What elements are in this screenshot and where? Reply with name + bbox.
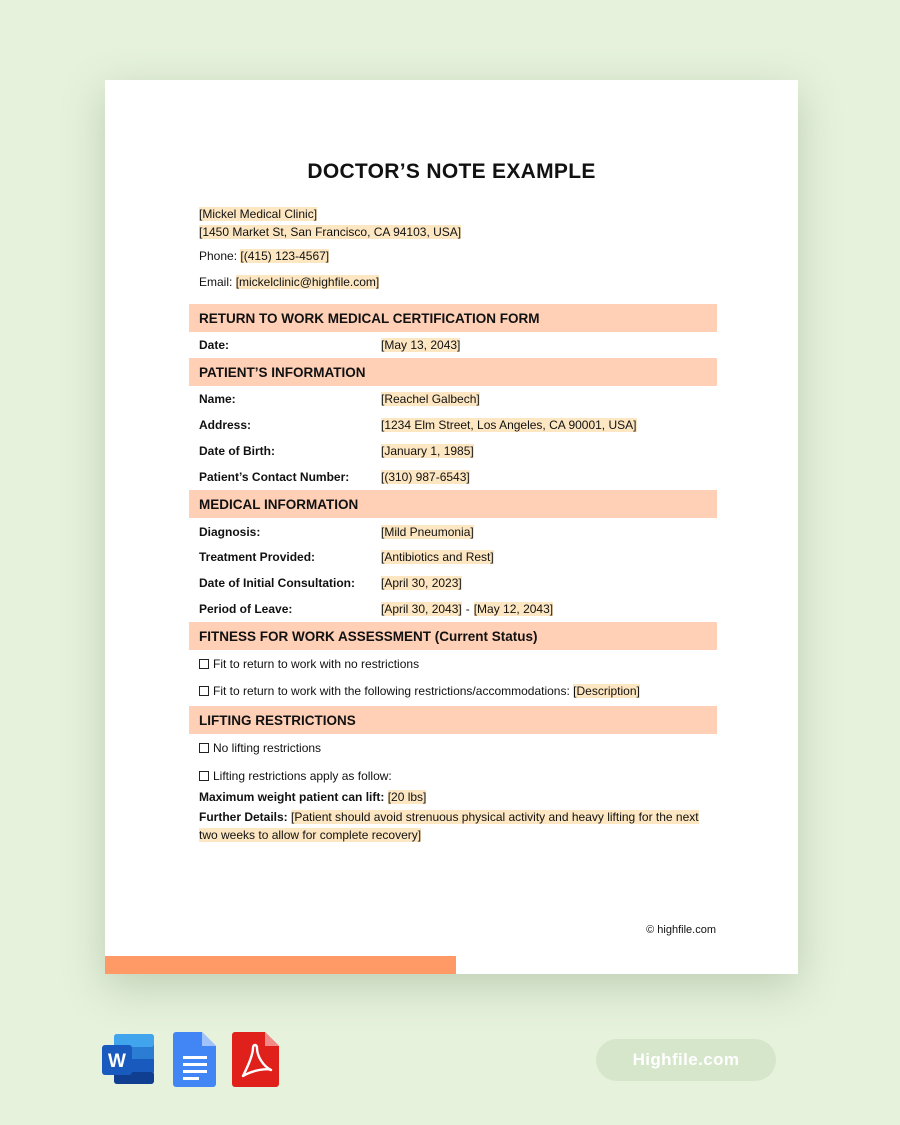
- email-line: [199, 275, 379, 289]
- leave-label: Period of Leave:: [199, 602, 293, 616]
- leave-from: [April 30, 2043]: [381, 602, 462, 616]
- lifting-option-1-label: No lifting restrictions: [213, 741, 322, 755]
- clinic-address: [1450 Market St, San Francisco, CA 94103, USA]: [199, 225, 462, 239]
- patient-address-label: Address:: [199, 418, 252, 432]
- email-value: [mickelclinic@highfile.com]: [235, 275, 380, 289]
- checkbox-icon[interactable]: [199, 771, 209, 781]
- fitness-option-2-value: [Description]: [573, 684, 640, 698]
- checkbox-icon[interactable]: [199, 659, 209, 669]
- clinic-header: [199, 205, 461, 241]
- patient-contact-value: [(310) 987-6543]: [381, 470, 470, 484]
- google-docs-icon[interactable]: [172, 1030, 218, 1093]
- further-details: [199, 808, 719, 844]
- leave-separator: -: [465, 602, 470, 616]
- pdf-icon[interactable]: [231, 1030, 281, 1093]
- fitness-option-no-restrictions[interactable]: [199, 657, 419, 671]
- max-weight-label: Maximum weight patient can lift:: [199, 790, 385, 804]
- leave-to: [May 12, 2043]: [473, 602, 554, 616]
- fitness-option-with-restrictions[interactable]: [199, 684, 640, 698]
- svg-text:W: W: [108, 1051, 126, 1072]
- treatment-row: [199, 550, 719, 566]
- consultation-row: [199, 576, 719, 592]
- phone-value: [(415) 123-4567]: [240, 249, 330, 263]
- patient-name-label: Name:: [199, 392, 236, 406]
- lifting-option-none[interactable]: [199, 741, 321, 755]
- diagnosis-value: [Mild Pneumonia]: [381, 525, 474, 539]
- patient-dob-label: Date of Birth:: [199, 444, 275, 458]
- further-details-value: [Patient should avoid strenuous physical activity and heavy lifting for the next two weeks to allow for complete recovery]: [199, 810, 699, 842]
- further-details-label: Further Details:: [199, 810, 288, 824]
- consultation-value: [April 30, 2023]: [381, 576, 462, 590]
- diagnosis-row: [199, 525, 719, 541]
- date-row: [199, 338, 719, 354]
- document-page: [105, 80, 798, 974]
- patient-contact-label: Patient’s Contact Number:: [199, 470, 350, 484]
- date-value: [May 13, 2043]: [381, 338, 461, 352]
- section-medical-information: MEDICAL INFORMATION: [189, 490, 717, 518]
- phone-label: Phone:: [199, 249, 238, 263]
- treatment-label: Treatment Provided:: [199, 550, 316, 564]
- patient-address-value: [1234 Elm Street, Los Angeles, CA 90001, USA]: [381, 418, 637, 432]
- patient-name-value: [Reachel Galbech]: [381, 392, 480, 406]
- fitness-option-1-label: Fit to return to work with no restrictions: [213, 657, 420, 671]
- document-title: DOCTOR’S NOTE EXAMPLE: [307, 160, 596, 183]
- checkbox-icon[interactable]: [199, 743, 209, 753]
- lifting-option-2-label: Lifting restrictions apply as follow:: [213, 769, 392, 783]
- patient-dob-value: [January 1, 1985]: [381, 444, 474, 458]
- email-label: Email:: [199, 275, 233, 289]
- treatment-value: [Antibiotics and Rest]: [381, 550, 494, 564]
- leave-row: [199, 602, 719, 618]
- max-weight-line: [199, 788, 719, 806]
- consultation-label: Date of Initial Consultation:: [199, 576, 355, 590]
- leave-value: [381, 602, 553, 616]
- section-lifting-restrictions: LIFTING RESTRICTIONS: [189, 706, 717, 734]
- max-weight-value: [20 lbs]: [387, 790, 427, 804]
- section-patient-information: PATIENT’S INFORMATION: [189, 358, 717, 386]
- accent-bar: [105, 956, 456, 974]
- section-return-to-work: RETURN TO WORK MEDICAL CERTIFICATION FORM: [189, 304, 717, 332]
- patient-contact-row: [199, 470, 719, 486]
- date-label: Date:: [199, 338, 230, 352]
- lifting-option-apply[interactable]: [199, 769, 392, 783]
- diagnosis-label: Diagnosis:: [199, 525, 261, 539]
- section-fitness-assessment: FITNESS FOR WORK ASSESSMENT (Current Status): [189, 622, 717, 650]
- phone-line: [199, 249, 329, 263]
- patient-dob-row: [199, 444, 719, 460]
- patient-name-row: [199, 392, 719, 408]
- word-icon[interactable]: [100, 1030, 156, 1093]
- checkbox-icon[interactable]: [199, 686, 209, 696]
- brand-badge[interactable]: Highfile.com: [596, 1039, 776, 1081]
- patient-address-row: [199, 418, 719, 434]
- fitness-option-2-label: Fit to return to work with the following restrictions/accommodations:: [213, 684, 570, 698]
- clinic-name: [Mickel Medical Clinic]: [199, 207, 318, 221]
- copyright-text: © highfile.com: [646, 924, 716, 936]
